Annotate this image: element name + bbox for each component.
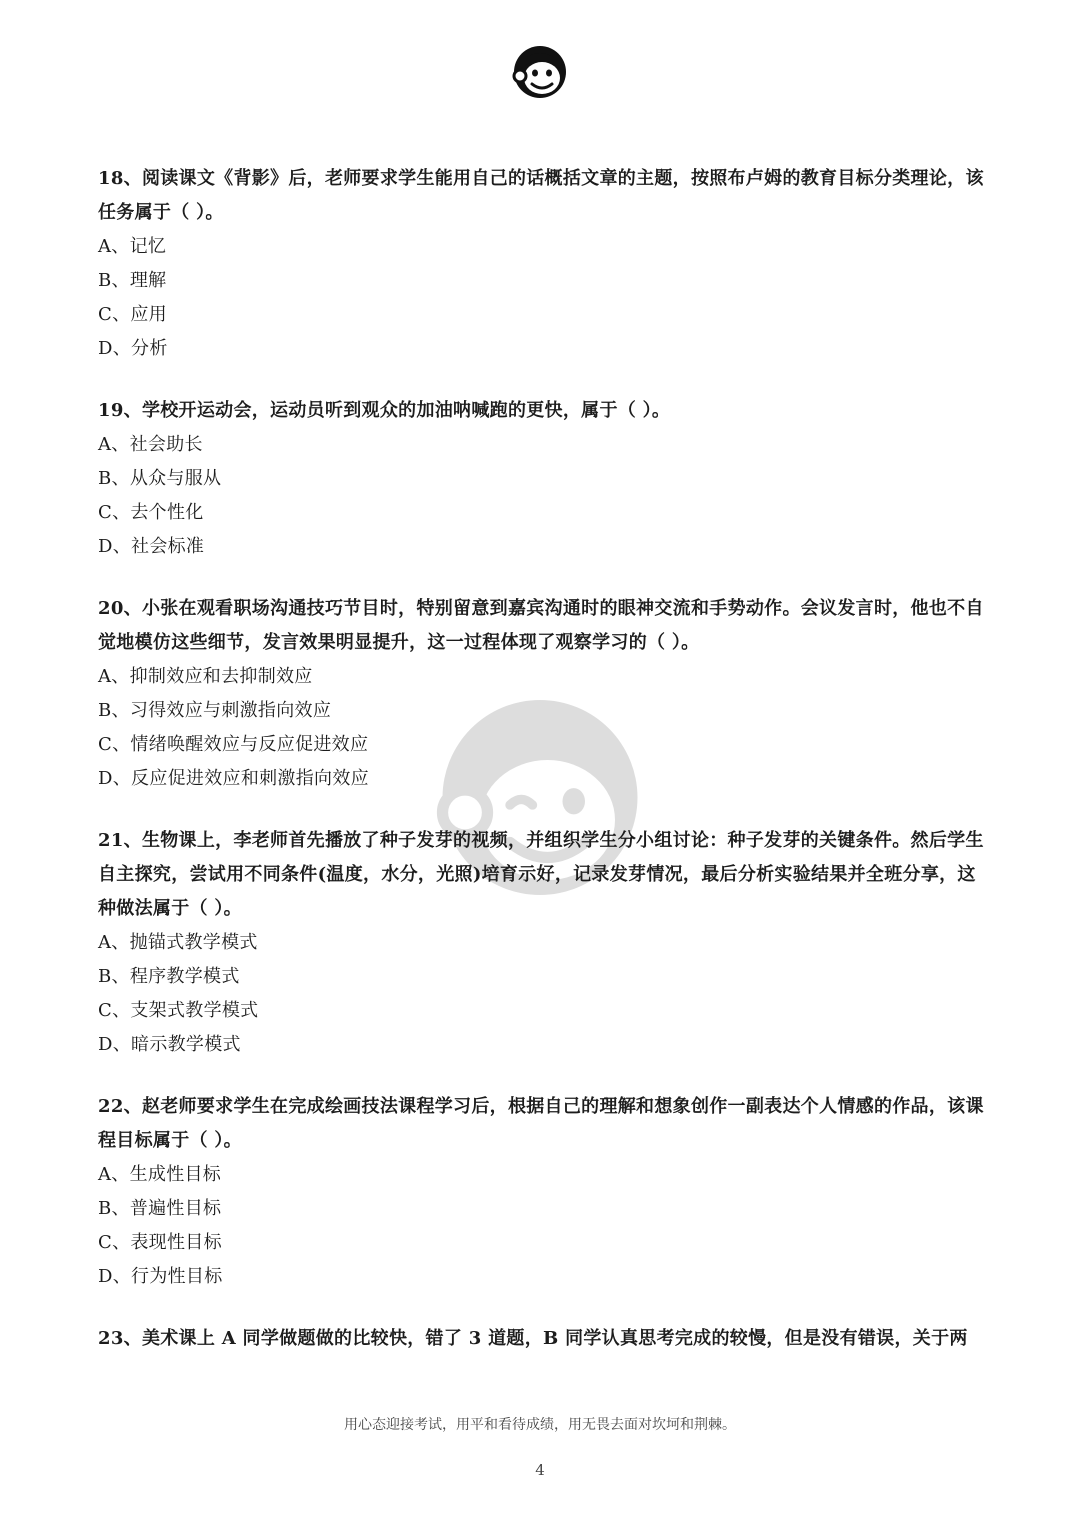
option-d: D、暗示教学模式 [98, 1034, 241, 1055]
question-23 [98, 1322, 988, 1356]
option-b: B、程序教学模式 [98, 966, 240, 987]
question-text: 19、学校开运动会，运动员听到观众的加油呐喊跑的更快，属于（ ）。 [98, 400, 671, 421]
option-c: C、去个性化 [98, 502, 204, 523]
option-a: A、记忆 [98, 236, 167, 257]
question-21 [98, 824, 988, 1062]
option-d: D、行为性目标 [98, 1266, 223, 1287]
option-c: C、应用 [98, 304, 167, 325]
option-c: C、支架式教学模式 [98, 1000, 259, 1021]
option-c: C、表现性目标 [98, 1232, 222, 1253]
question-18 [98, 162, 988, 366]
question-text: 22、赵老师要求学生在完成绘画技法课程学习后，根据自己的理解和想象创作一副表达个人情感的作品，该课程目标属于（ ）。 [98, 1096, 984, 1151]
option-a: A、抑制效应和去抑制效应 [98, 666, 313, 687]
question-list [98, 162, 988, 1384]
question-text: 21、生物课上，李老师首先播放了种子发芽的视频，并组织学生分小组讨论：种子发芽的关键条件。然后学生自主探究，尝试用不同条件(温度，水分，光照)培育示好，记录发芽情况，最后分析实验结果并全班分享，这种做法属于（ ）。 [98, 830, 984, 919]
option-a: A、社会助长 [98, 434, 203, 455]
page-number: 4 [535, 1461, 545, 1479]
monkey-logo-icon [508, 38, 572, 102]
option-d: D、社会标准 [98, 536, 205, 557]
option-a: A、生成性目标 [98, 1164, 222, 1185]
option-d: D、分析 [98, 338, 168, 359]
option-b: B、理解 [98, 270, 167, 291]
option-b: B、从众与服从 [98, 468, 222, 489]
option-a: A、抛锚式教学模式 [98, 932, 258, 953]
question-text: 23、美术课上 A 同学做题做的比较快，错了 3 道题，B 同学认真思考完成的较慢，但是没有错误，关于两 [98, 1328, 968, 1349]
question-text: 18、阅读课文《背影》后，老师要求学生能用自己的话概括文章的主题，按照布卢姆的教育目标分类理论，该任务属于（ ）。 [98, 168, 984, 223]
option-b: B、习得效应与刺激指向效应 [98, 700, 332, 721]
question-22 [98, 1090, 988, 1294]
option-d: D、反应促进效应和刺激指向效应 [98, 768, 369, 789]
option-b: B、普遍性目标 [98, 1198, 222, 1219]
question-20 [98, 592, 988, 796]
question-19 [98, 394, 988, 564]
option-c: C、情绪唤醒效应与反应促进效应 [98, 734, 369, 755]
footer-motto: 用心态迎接考试，用平和看待成绩，用无畏去面对坎坷和荆棘。 [344, 1417, 736, 1433]
question-text: 20、小张在观看职场沟通技巧节目时，特别留意到嘉宾沟通时的眼神交流和手势动作。会议发言时，他也不自觉地模仿这些细节，发言效果明显提升，这一过程体现了观察学习的（ ）。 [98, 598, 984, 653]
